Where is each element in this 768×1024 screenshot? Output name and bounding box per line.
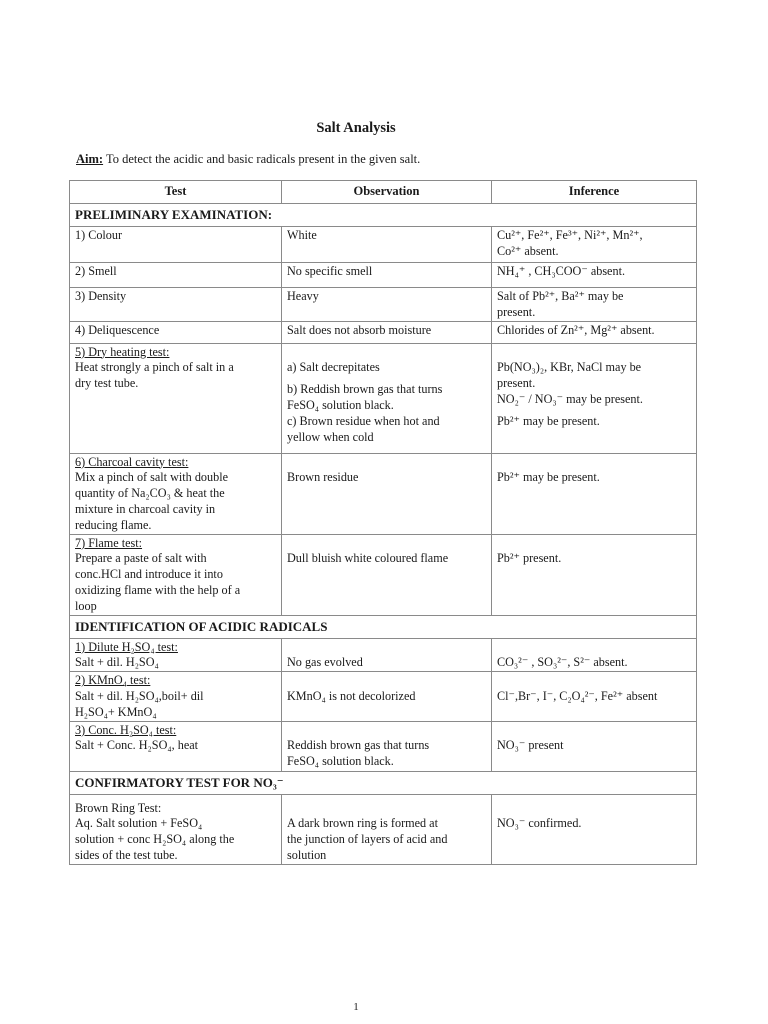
inference-cell xyxy=(492,343,697,453)
test-title: 3) Conc. H₂SO₄ test: xyxy=(75,722,177,737)
inference-cell: NH₄⁺ , CH₃COO⁻ absent. xyxy=(492,263,697,288)
observation-cell xyxy=(282,638,492,672)
test-line: Mix a pinch of salt with double xyxy=(75,470,228,485)
test-line: H₂SO₄+ KMnO₄ xyxy=(75,704,157,719)
test-line: Prepare a paste of salt with xyxy=(75,551,207,566)
inference-line: Salt of Pb²⁺, Ba²⁺ may be xyxy=(497,289,624,303)
aim-label: Aim: xyxy=(76,152,104,166)
section-row xyxy=(70,771,697,794)
inference-cell xyxy=(492,534,697,615)
inference-line: Cu²⁺, Fe²⁺, Fe³⁺, Ni²⁺, Mn²⁺, xyxy=(497,228,643,242)
test-cell xyxy=(70,453,282,534)
page-number: 1 xyxy=(353,1001,359,1013)
inference-line: Pb²⁺ may be present. xyxy=(497,413,600,428)
table-row xyxy=(70,227,697,263)
inference-line: NO₃⁻ present xyxy=(497,738,564,753)
observation-line: No gas evolved xyxy=(287,655,363,670)
inference-cell: Chlorides of Zn²⁺, Mg²⁺ absent. xyxy=(492,321,697,343)
test-line: Salt + Conc. H₂SO₄, heat xyxy=(75,738,199,753)
test-cell xyxy=(70,794,282,864)
observation-line: FeSO₄ solution black. xyxy=(287,754,394,769)
observation-line: solution xyxy=(287,847,327,862)
inference-line: Co²⁺ absent. xyxy=(497,243,559,258)
inference-cell xyxy=(492,288,697,322)
test-line: sides of the test tube. xyxy=(75,847,178,862)
observation-cell xyxy=(282,343,492,453)
test-title: 2) KMnO₄ test: xyxy=(75,673,151,688)
test-line: dry test tube. xyxy=(75,376,139,391)
test-title: 5) Dry heating test: xyxy=(75,344,170,359)
observation-line: Reddish brown gas that turns xyxy=(287,738,430,753)
test-line: Heat strongly a pinch of salt in a xyxy=(75,360,234,375)
observation-line: the junction of layers of acid and xyxy=(287,832,448,847)
table-row xyxy=(70,321,697,343)
inference-line: Cl⁻,Br⁻, I⁻, C₂O₄²⁻, Fe²⁺ absent xyxy=(497,688,658,703)
inference-line: NO₃⁻ confirmed. xyxy=(497,816,582,831)
section-row xyxy=(70,615,697,638)
table-row xyxy=(70,263,697,288)
test-line: Brown Ring Test: xyxy=(75,800,162,815)
inference-line: Pb²⁺ may be present. xyxy=(497,470,600,485)
page-title: Salt Analysis xyxy=(316,120,396,136)
observation-cell: White xyxy=(282,227,492,263)
test-line: reducing flame. xyxy=(75,517,152,532)
observation-line: a) Salt decrepitates xyxy=(287,360,380,375)
test-cell: 3) Density xyxy=(70,288,282,322)
test-line: loop xyxy=(75,598,97,613)
inference-line: CO₃²⁻ , SO₃²⁻, S²⁻ absent. xyxy=(497,655,628,670)
test-line: solution + conc H₂SO₄ along the xyxy=(75,832,235,847)
test-line: Aq. Salt solution + FeSO₄ xyxy=(75,816,203,831)
inference-line: present. xyxy=(497,376,536,391)
header-inference: Inference xyxy=(492,181,697,204)
test-cell: 1) Colour xyxy=(70,227,282,263)
observation-line: c) Brown residue when hot and xyxy=(287,413,440,428)
test-line: mixture in charcoal cavity in xyxy=(75,501,216,516)
inference-cell xyxy=(492,794,697,864)
test-cell xyxy=(70,721,282,771)
observation-cell xyxy=(282,672,492,721)
table-row xyxy=(70,672,697,721)
observation-cell xyxy=(282,534,492,615)
observation-cell: No specific smell xyxy=(282,263,492,288)
observation-line: Brown residue xyxy=(287,470,359,485)
test-cell xyxy=(70,672,282,721)
table-row xyxy=(70,721,697,771)
test-cell xyxy=(70,534,282,615)
table-row xyxy=(70,638,697,672)
test-line: conc.HCl and introduce it into xyxy=(75,567,223,582)
inference-cell xyxy=(492,638,697,672)
test-line: Salt + dil. H₂SO₄ xyxy=(75,655,159,670)
test-cell: 2) Smell xyxy=(70,263,282,288)
table-header-row xyxy=(70,181,697,204)
header-observation: Observation xyxy=(282,181,492,204)
table-row xyxy=(70,534,697,615)
inference-line: Pb²⁺ present. xyxy=(497,551,562,566)
section-preliminary: PRELIMINARY EXAMINATION: xyxy=(70,204,697,227)
observation-line: yellow when cold xyxy=(287,429,374,444)
observation-line: Dull bluish white coloured flame xyxy=(287,551,449,566)
test-title: 7) Flame test: xyxy=(75,535,143,550)
observation-line: b) Reddish brown gas that turns xyxy=(287,382,443,397)
test-title: 1) Dilute H₂SO₄ test: xyxy=(75,639,178,654)
inference-line: present. xyxy=(497,304,536,319)
aim-statement xyxy=(76,152,420,167)
aim-text: To detect the acidic and basic radicals present in the given salt. xyxy=(103,152,421,166)
test-title: 6) Charcoal cavity test: xyxy=(75,454,189,469)
inference-cell xyxy=(492,721,697,771)
test-cell xyxy=(70,638,282,672)
observation-cell: Heavy xyxy=(282,288,492,322)
observation-line: FeSO₄ solution black. xyxy=(287,397,394,412)
observation-cell: Salt does not absorb moisture xyxy=(282,321,492,343)
section-confirmatory: CONFIRMATORY TEST FOR NO₃⁻ xyxy=(70,771,697,794)
table-row xyxy=(70,794,697,864)
table-row xyxy=(70,288,697,322)
header-test: Test xyxy=(70,181,282,204)
test-line: quantity of Na₂CO₃ & heat the xyxy=(75,486,225,501)
salt-analysis-table xyxy=(69,180,697,865)
observation-cell xyxy=(282,453,492,534)
inference-cell xyxy=(492,227,697,263)
inference-line: NO₂⁻ / NO₃⁻ may be present. xyxy=(497,391,643,406)
test-cell xyxy=(70,343,282,453)
observation-line: A dark brown ring is formed at xyxy=(287,816,438,831)
inference-line: Pb(NO₃)₂, KBr, NaCl may be xyxy=(497,360,642,375)
section-row xyxy=(70,204,697,227)
section-acidic-radicals: IDENTIFICATION OF ACIDIC RADICALS xyxy=(70,615,697,638)
observation-cell xyxy=(282,794,492,864)
observation-line: KMnO₄ is not decolorized xyxy=(287,688,416,703)
table-row xyxy=(70,343,697,453)
test-line: oxidizing flame with the help of a xyxy=(75,582,241,597)
test-cell: 4) Deliquescence xyxy=(70,321,282,343)
table-row xyxy=(70,453,697,534)
test-line: Salt + dil. H₂SO₄,boil+ dil xyxy=(75,688,204,703)
inference-cell xyxy=(492,453,697,534)
inference-cell xyxy=(492,672,697,721)
observation-cell xyxy=(282,721,492,771)
